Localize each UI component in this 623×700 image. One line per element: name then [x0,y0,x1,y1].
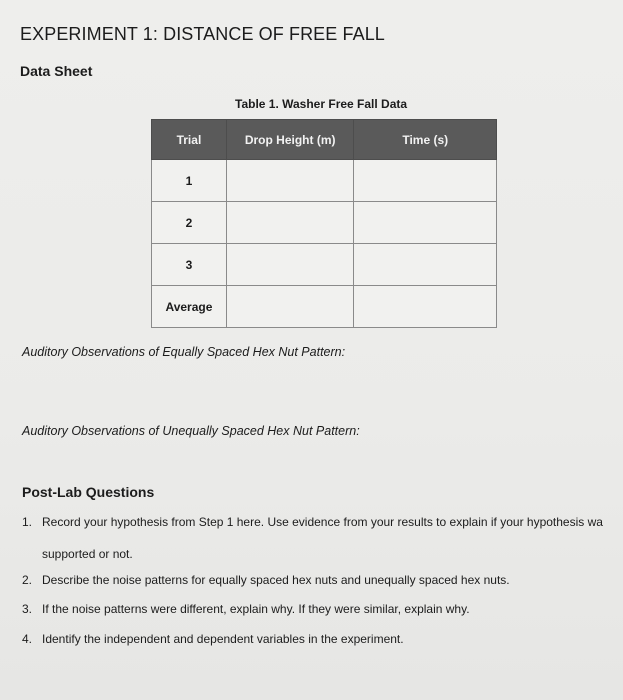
question-number: 3. [22,602,33,616]
table-caption: Table 1. Washer Free Fall Data [235,97,408,111]
question-text: Describe the noise patterns for equally spaced hex nuts and unequally spaced hex nuts. [42,573,510,587]
time-cell[interactable] [354,202,497,244]
average-label-cell: Average [152,286,227,328]
drop-height-average-cell[interactable] [226,286,354,328]
question-1-continuation: supported or not. [42,547,133,561]
equal-spacing-observation-label: Auditory Observations of Equally Spaced Hex Nut Pattern: [22,345,346,359]
table-row [152,160,497,202]
page-title: EXPERIMENT 1: DISTANCE OF FREE FALL [20,24,385,44]
question-number: 1. [22,515,33,529]
column-header-trial: Trial [152,120,227,160]
table-row [152,244,497,286]
time-cell[interactable] [354,244,497,286]
column-header-drop-height: Drop Height (m) [226,120,354,160]
table-row [152,202,497,244]
question-text: Identify the independent and dependent variables in the experiment. [42,632,404,646]
trial-cell: 2 [152,202,227,244]
question-4 [22,632,404,646]
question-1 [22,515,603,529]
question-text: Record your hypothesis from Step 1 here. Use evidence from your results to explain if your hypothesis wa [42,515,603,529]
question-2 [22,573,510,587]
time-cell[interactable] [354,160,497,202]
question-number: 2. [22,573,33,587]
drop-height-cell[interactable] [226,202,354,244]
unequal-spacing-observation-label: Auditory Observations of Unequally Spaced Hex Nut Pattern: [22,424,360,438]
time-average-cell[interactable] [354,286,497,328]
table-row-average [152,286,497,328]
question-text: If the noise patterns were different, explain why. If they were similar, explain why. [42,602,470,616]
post-lab-heading: Post-Lab Questions [22,484,155,500]
washer-free-fall-table [151,119,497,328]
column-header-time: Time (s) [354,120,497,160]
section-subtitle: Data Sheet [20,63,93,79]
drop-height-cell[interactable] [226,244,354,286]
question-3 [22,602,470,616]
trial-cell: 1 [152,160,227,202]
table-header-row [152,120,497,160]
trial-cell: 3 [152,244,227,286]
drop-height-cell[interactable] [226,160,354,202]
question-number: 4. [22,632,33,646]
